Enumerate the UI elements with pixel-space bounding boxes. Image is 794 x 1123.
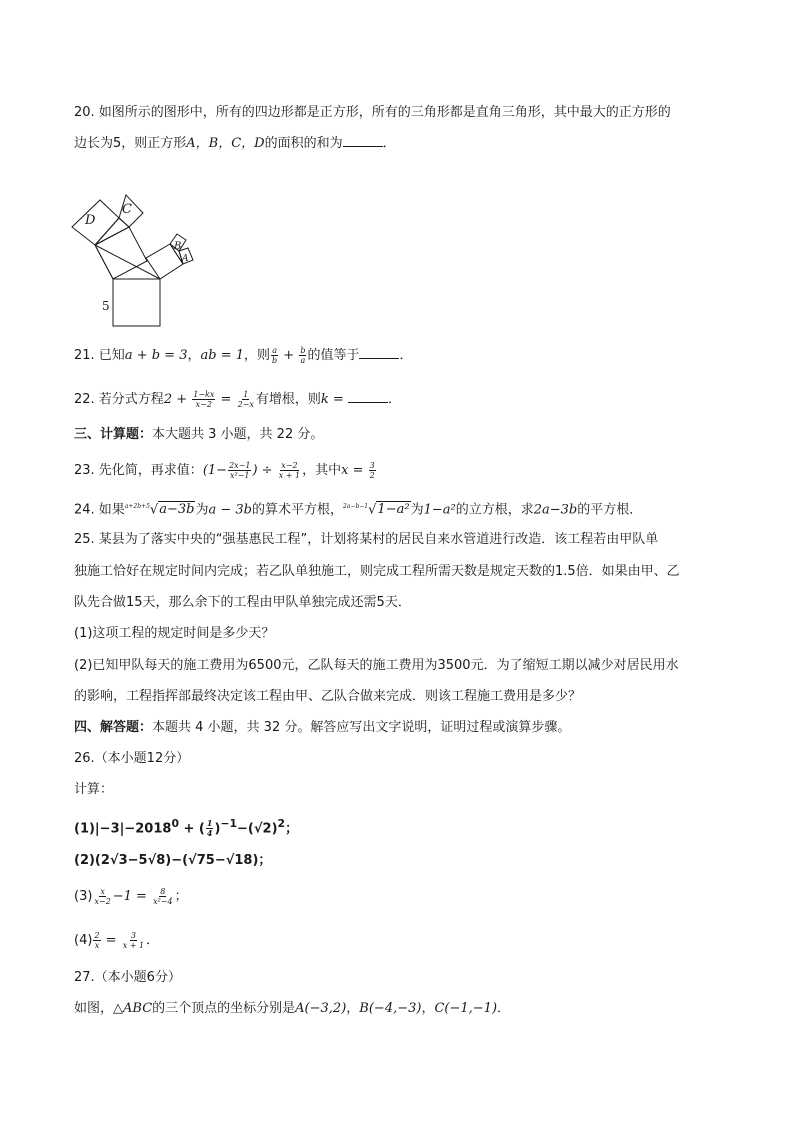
q25-text-2: 独施工恰好在规定时间内完成；若乙队单独施工，则完成工程所需天数是规定天数的1.5倍．如果由甲、乙	[74, 564, 680, 579]
q24-mid1: 为	[195, 502, 209, 518]
q21-frac2-den: a	[300, 356, 306, 365]
q26-p4-frac1-den: x	[94, 941, 100, 950]
q25-sub2-line1	[74, 657, 679, 675]
q23-prefix: 23. 先化简，再求值：	[74, 463, 203, 478]
q24-radicand-2: 1−a²	[377, 502, 410, 518]
q20-text-2a: 边长为5，则正方形	[74, 136, 187, 151]
q22-frac2	[237, 390, 255, 409]
q26-p1-frac	[206, 819, 214, 838]
q26-p3-frac1	[93, 887, 111, 906]
q24-root-index-2: 2a−b−1	[343, 503, 369, 510]
q26-intro-text: 计算：	[74, 782, 114, 797]
q24-expr3: 2a−3b	[533, 502, 578, 518]
q20-text-2b: 的面积的和为	[264, 136, 343, 151]
q21-cond1: a + b = 3	[124, 348, 188, 363]
q21-end: ．	[399, 348, 413, 363]
label-d: D	[85, 213, 96, 228]
q26-p3-frac1-num: x	[100, 887, 105, 896]
q26-part2	[74, 852, 271, 870]
q23-frac3	[369, 461, 376, 480]
q22-end: ．	[387, 392, 401, 407]
q20-answer-blank[interactable]	[343, 134, 383, 147]
q26-part4	[74, 931, 159, 950]
q21-frac1-den: b	[272, 356, 278, 365]
square-left	[95, 227, 147, 279]
q21-suffix: 的值等于	[307, 348, 360, 363]
q26-p4-end: ．	[146, 933, 160, 948]
square-5	[113, 279, 160, 326]
q22-frac1	[192, 390, 215, 409]
q27-line	[74, 1000, 510, 1018]
section4-heading	[74, 719, 570, 737]
q26-p3-mid: −1 =	[112, 889, 152, 904]
q25-sub2-text-2: 的影响，工程指挥部最终决定该工程由甲、乙队合做来完成．则该工程施工费用是多少？	[74, 689, 582, 704]
q26-p1-frac-num: 1	[206, 818, 213, 829]
q27-mid: 的三个顶点的坐标分别是	[152, 1001, 296, 1016]
q27-point-c: C(−1,−1)	[434, 1001, 498, 1016]
section3-label: 三、计算题：	[74, 427, 153, 442]
q26-intro	[74, 781, 113, 799]
q23-frac2	[278, 461, 301, 480]
q23-frac2-num: x−2	[281, 461, 298, 470]
q24-mid4: 的立方根，求	[455, 502, 534, 518]
q24-expr1: a − 3b	[208, 502, 252, 518]
q24-expr2: 1−a²	[423, 502, 456, 518]
q26-title	[74, 750, 189, 768]
q26-p4-mid: =	[101, 933, 121, 948]
q26-part1	[74, 815, 298, 838]
q22-eq: =	[216, 392, 236, 407]
q26-p2-text: (2)(2√3−5√8)−(√75−√18)；	[74, 853, 272, 868]
q25-line1	[74, 531, 658, 549]
q20-vars: A，B，C，D	[186, 136, 265, 151]
q27-point-a: A(−3,2)	[295, 1001, 347, 1016]
q26-p4-frac1	[93, 931, 100, 950]
q23-frac1	[228, 461, 251, 480]
q25-sub2-line2	[74, 688, 581, 706]
q22-frac1-num: 1−kx	[193, 390, 215, 399]
q25-sub2-text-1: (2)已知甲队每天的施工费用为6500元，乙队每天的施工费用为3500元．为了缩短工期以减少对居民用水	[74, 658, 679, 673]
q24-root-index-1: a+2b+5	[124, 503, 150, 510]
side-label-5: 5	[102, 299, 110, 313]
section4-desc: 本题共 4 小题，共 32 分。解答应写出文字说明，证明过程或演算步骤。	[152, 720, 571, 735]
q26-part3	[74, 887, 188, 906]
q26-p4-frac2	[122, 931, 145, 950]
q23-xeq: x =	[341, 463, 368, 478]
q26-p1-sup1: −1	[220, 817, 238, 830]
q21-then: ，则	[244, 348, 271, 363]
q26-p4-pre: (4)	[74, 933, 93, 948]
q27-triangle: △ABC	[113, 1001, 153, 1016]
q25-text-3: 队先合做15天，那么余下的工程由甲队单独完成还需5天．	[74, 595, 411, 610]
q20-line1	[74, 104, 671, 122]
q22-k: k =	[320, 392, 348, 407]
section4-label: 四、解答题：	[74, 720, 153, 735]
q27-end: ．	[497, 1001, 511, 1016]
q21-prefix: 21. 已知	[74, 348, 125, 363]
q26-p1-d: −(√2)	[237, 821, 278, 837]
q21-plus: +	[279, 348, 299, 363]
q24-suffix: 的平方根．	[577, 502, 643, 518]
q27-title-text: 27.（本小题6分）	[74, 970, 181, 985]
q21-cond2: ab = 1	[200, 348, 245, 363]
q21-frac1-num: a	[272, 346, 277, 355]
q27-sep-2: ，	[421, 1001, 435, 1016]
q27-point-b: B(−4,−3)	[359, 1001, 422, 1016]
label-a: A	[182, 254, 189, 264]
q26-p3-frac2	[152, 887, 174, 906]
label-b: B	[174, 241, 182, 252]
q26-p1-sup0: 0	[171, 817, 179, 830]
q23-frac3-num: 3	[369, 461, 375, 470]
q20-figure	[66, 192, 206, 334]
q26-p4-frac1-num: 2	[94, 931, 100, 940]
q24-radical-1: √	[149, 502, 159, 518]
q20-text-1: 20. 如图所示的图形中，所有的四边形都是正方形，所有的三角形都是直角三角形，其中最大的正方形的	[74, 105, 671, 120]
q21-frac2	[299, 346, 306, 365]
q23-frac1-num: 2x−1	[229, 461, 251, 470]
q26-title-text: 26.（本小题12分）	[74, 751, 190, 766]
q25-sub1	[74, 625, 274, 643]
q27-title	[74, 969, 181, 987]
q26-p1-frac-den: 4	[206, 828, 213, 839]
q21-answer-blank[interactable]	[359, 346, 399, 359]
q24-mid3: 为	[410, 502, 424, 518]
q24-line	[74, 498, 642, 519]
square-d	[72, 200, 119, 245]
q21-frac1	[271, 346, 278, 365]
q25-line3	[74, 594, 411, 612]
q23-frac2-den: x + 1	[278, 471, 301, 480]
q22-two: 2 +	[163, 392, 192, 407]
q27-sep-1: ，	[346, 1001, 360, 1016]
q23-frac3-den: 2	[369, 471, 375, 480]
q26-p4-frac2-num: 3	[130, 931, 136, 940]
q26-p1-b: + (	[178, 821, 205, 837]
section3-heading	[74, 426, 323, 444]
q26-p3-end: ；	[174, 889, 188, 904]
q24-radical-2: √	[368, 502, 377, 518]
q23-mid: ，其中	[302, 463, 342, 478]
q25-text-1: 25. 某县为了落实中央的“强基惠民工程”，计划将某村的居民自来水管道进行改造．该工程若由甲队单	[74, 532, 659, 547]
q23-close: ) ÷	[252, 463, 277, 478]
q26-p1-end: ；	[285, 821, 299, 837]
q26-p1-sup2: 2	[277, 817, 286, 830]
q20-line2	[74, 134, 396, 153]
q23-frac1-den: x²−1	[230, 471, 250, 480]
q22-line	[74, 390, 401, 409]
q24-radicand-1: a−3b	[159, 502, 195, 518]
q22-mid: 有增根，则	[255, 392, 321, 407]
right-triangle-large	[95, 245, 160, 279]
section3-desc: 本大题共 3 小题，共 22 分。	[152, 427, 324, 442]
label-c: C	[122, 202, 132, 217]
q25-line2	[74, 563, 680, 581]
q26-p3-pre: (3)	[74, 889, 93, 904]
q26-p1-c: )	[214, 821, 221, 837]
q24-mid2: 的算术平方根，	[252, 502, 344, 518]
q22-frac2-num: 1	[243, 390, 249, 399]
q21-line	[74, 346, 412, 365]
q26-p4-frac2-den: x + 1	[122, 941, 145, 950]
q26-p1-a: (1)|−3|−2018	[74, 821, 172, 837]
q21-sep: ，	[187, 348, 201, 363]
q21-frac2-num: b	[300, 346, 306, 355]
q20-end: ．	[382, 136, 396, 151]
q22-answer-blank[interactable]	[348, 390, 388, 403]
q27-prefix: 如图，	[74, 1001, 114, 1016]
q26-p3-frac1-den: x−2	[94, 897, 111, 906]
q24-prefix: 24. 如果	[74, 502, 125, 518]
q26-p3-frac2-den: x²−4	[153, 897, 173, 906]
q23-line	[74, 461, 377, 480]
q25-sub1-text: (1)这项工程的规定时间是多少天？	[74, 626, 275, 641]
q22-prefix: 22. 若分式方程	[74, 392, 164, 407]
q23-open: (1−	[202, 463, 228, 478]
q22-frac2-den: 2−x	[237, 400, 254, 409]
q22-frac1-den: x−2	[195, 400, 212, 409]
q26-p3-frac2-num: 8	[160, 887, 166, 896]
